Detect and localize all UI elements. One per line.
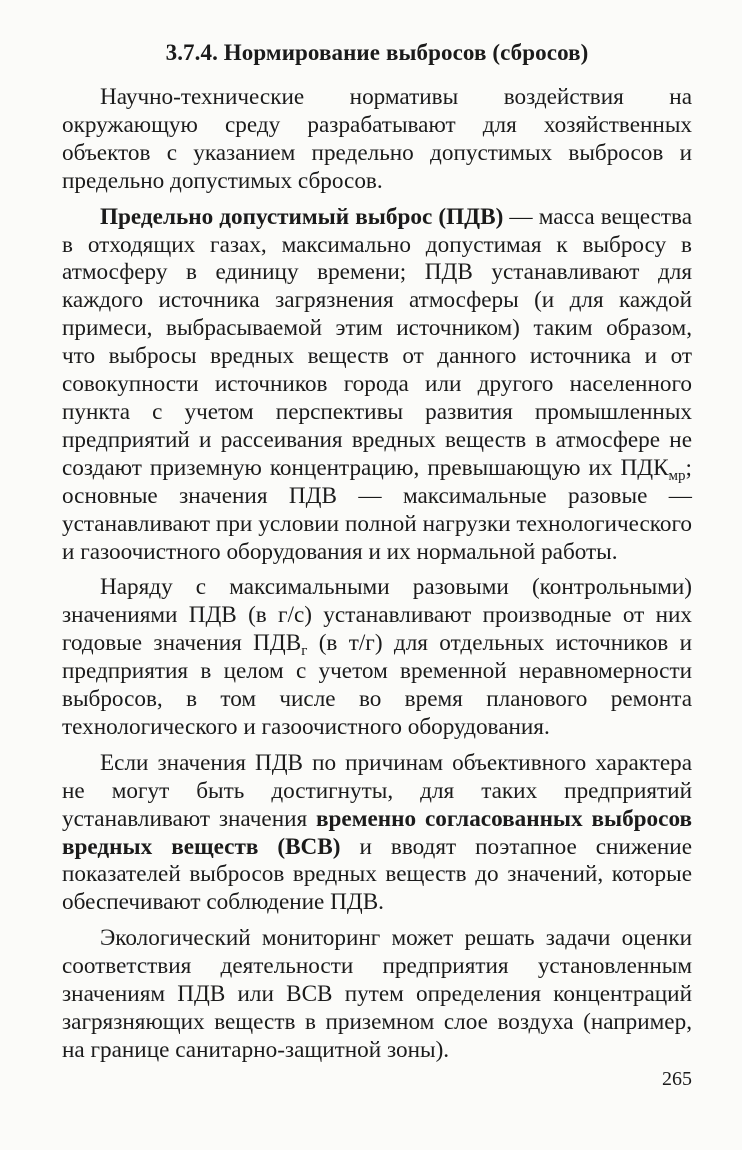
paragraph-vsv	[62, 750, 692, 917]
paragraph-text: и вводят поэтапное снижение показателей выбросов вредных веществ до значений, которые обеспечивают соблюдение ПДВ.	[62, 833, 692, 916]
paragraph-text: — масса вещества в отходящих газах, максимально допустимая к выбросу в атмосферу в единицу времени; ПДВ устанавливают для каждого источника загрязнения атмосферы (и для каждой примеси, выбрасываемой этим источником) таким образом, что выбросы вредных веществ от данного источника и от совокупности источников города или другого населенного пункта с учетом перспективы развития промышленных предприятий и рассеивания вредных веществ в атмосфере не создают приземную концентрацию, превышающую их ПДК	[62, 203, 692, 481]
paragraph-text: Научно-технические нормативы воздействия на окружающую среду разрабатывают для хозяйственных объектов с указанием предельно допустимых выбросов и предельно допустимых сбросов.	[62, 84, 692, 194]
paragraph-annual-values	[62, 574, 692, 741]
paragraph-text: ; основные значения ПДВ — максимальные разовые — устанавливают при условии полной нагрузки технологического и газоочистного оборудования и их нормальной работы.	[62, 454, 692, 565]
paragraph-text: Если значения ПДВ по причинам объективного характера не могут быть достигнуты, для таких предприятий устанавливают значения	[62, 749, 692, 832]
paragraph-monitoring	[62, 925, 692, 1065]
paragraph-norms-intro	[62, 84, 692, 196]
subscript-mr: мр	[668, 467, 686, 484]
section-title: 3.7.4. Нормирование выбросов (сбросов)	[165, 40, 589, 65]
paragraph-pdv-definition	[62, 204, 692, 567]
term-pdv: Предельно допустимый выброс (ПДВ)	[100, 203, 504, 230]
paragraph-text: Экологический мониторинг может решать задачи оценки соответствия деятельности предприятия установленным значениям ПДВ или ВСВ путем определения концентраций загрязняющих веществ в приземном слое воздуха (например, на границе санитарно-защитной зоны).	[62, 925, 692, 1063]
page-number: 265	[662, 1068, 692, 1090]
subscript-g: г	[301, 643, 308, 660]
paragraph-text: Наряду с максимальными разовыми (контрольными) значениями ПДВ (в г/с) устанавливают производные от них годовые значения ПДВ	[62, 574, 692, 657]
term-vsv: временно согласованных выбросов вредных веществ (ВСВ)	[62, 805, 692, 860]
paragraph-text: (в т/г) для отдельных источников и предприятия в целом с учетом временной неравномерности выбросов, в том числе во время планового ремонта технологического и газоочистного оборудования.	[62, 630, 692, 740]
